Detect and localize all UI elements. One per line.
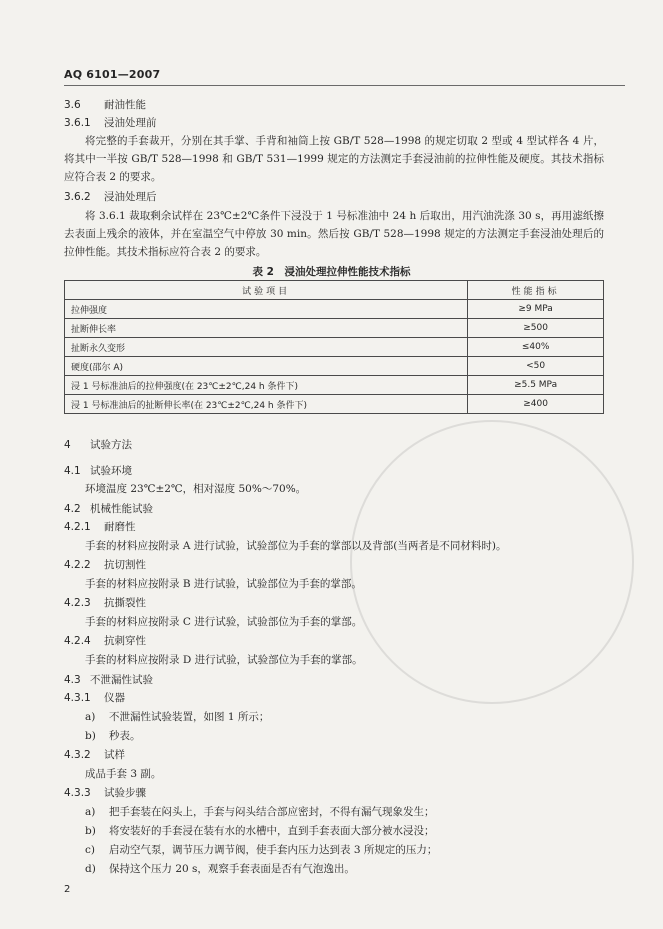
heading-4-2-2-title: 抗切割性 — [104, 559, 146, 571]
heading-4-3-3: 4.3.3 试验步骤 — [64, 787, 146, 799]
paragraph-4-2-1: 手套的材料应按附录 A 进行试验，试验部位为手套的掌部以及背部(当两者是不同材料时)。 — [85, 540, 507, 552]
table-row — [65, 338, 604, 357]
table-cell-value: ≥400 — [468, 395, 604, 414]
table-row — [65, 357, 604, 376]
table-cell-item: 扯断伸长率 — [65, 319, 468, 338]
heading-4-3-1-title: 仪器 — [104, 692, 125, 704]
table-cell-value: ≥500 — [468, 319, 604, 338]
list-item-4-3-3-d: d) 保持这个压力 20 s，观察手套表面是否有气泡逸出。 — [85, 863, 355, 875]
spec-table — [64, 280, 604, 414]
heading-4-2: 4.2 机械性能试验 — [64, 503, 153, 515]
heading-4-2-3-title: 抗撕裂性 — [104, 597, 146, 609]
paragraph-4-1: 环境温度 23℃±2℃，相对湿度 50%～70%。 — [85, 483, 307, 495]
table-cell-item: 扯断永久变形 — [65, 338, 468, 357]
heading-4-1-title: 试验环境 — [90, 465, 132, 477]
paragraph-4-2-4: 手套的材料应按附录 D 进行试验，试验部位为手套的掌部。 — [85, 654, 363, 666]
heading-3-6: 3.6 耐油性能 — [64, 99, 146, 111]
heading-4-3-title: 不泄漏性试验 — [90, 674, 153, 686]
list-item-4-3-3-a: a) 把手套装在闷头上，手套与闷头结合部应密封，不得有漏气现象发生； — [85, 806, 435, 818]
paragraph-3-6-2: 将 3.6.1 裁取剩余试样在 23℃±2℃条件下浸没于 1 号标准油中 24 h 后取出，用汽油洗涤 30 s，再用滤纸擦去表面上残余的液体，并在室温空气中停放 30 min。然后按 GB/T 528—1998 规定的方法测定手套浸油处理后的拉伸性能。其技术指标应符合表 2 的要求。 — [64, 210, 604, 258]
heading-4-title: 试验方法 — [90, 439, 132, 451]
table-cell-item: 硬度(邵尔 A) — [65, 357, 468, 376]
paragraph-3-6-1: 将完整的手套裁开，分别在其手掌、手背和袖筒上按 GB/T 528—1998 的规定切取 2 型或 4 型试样各 4 片，将其中一半按 GB/T 528—1998 和 GB/T 531—1999 规定的方法测定手套浸油前的拉伸性能及硬度。其技术指标应符合表 2 的要求。 — [64, 135, 604, 183]
heading-3-6-title: 耐油性能 — [104, 99, 146, 111]
table-caption: 表 2 浸油处理拉伸性能技术指标 — [252, 266, 411, 278]
table-cell-item: 浸 1 号标准油后的拉伸强度(在 23℃±2℃,24 h 条件下) — [65, 376, 468, 395]
heading-4-2-2: 4.2.2 抗切割性 — [64, 559, 146, 571]
heading-4-2-1: 4.2.1 耐磨性 — [64, 521, 136, 533]
table-header-value: 性能指标 — [468, 281, 604, 300]
heading-3-6-2: 3.6.2 浸油处理后 — [64, 191, 157, 203]
heading-4-3-2: 4.3.2 试样 — [64, 749, 125, 761]
heading-4-2-3: 4.2.3 抗撕裂性 — [64, 597, 146, 609]
heading-4-1: 4.1 试验环境 — [64, 465, 132, 477]
heading-4-3-2-title: 试样 — [104, 749, 125, 761]
header-rule — [64, 85, 625, 86]
table-row — [65, 395, 604, 414]
heading-4-3-1: 4.3.1 仪器 — [64, 692, 125, 704]
heading-4-3-3-title: 试验步骤 — [104, 787, 146, 799]
table-header-item: 试验项目 — [65, 281, 468, 300]
table-cell-value: ≥5.5 MPa — [468, 376, 604, 395]
heading-4-2-1-title: 耐磨性 — [104, 521, 136, 533]
heading-4-3: 4.3 不泄漏性试验 — [64, 674, 153, 686]
table-row — [65, 376, 604, 395]
paragraph-4-2-3: 手套的材料应按附录 C 进行试验，试验部位为手套的掌部。 — [85, 616, 363, 628]
table-cell-value: ≥9 MPa — [468, 300, 604, 319]
paragraph-4-2-2: 手套的材料应按附录 B 进行试验，试验部位为手套的掌部。 — [85, 578, 362, 590]
table-cell-item: 拉伸强度 — [65, 300, 468, 319]
list-item-4-3-1-a: a) 不泄漏性试验装置，如图 1 所示； — [85, 711, 270, 723]
list-item-4-3-3-b: b) 将安装好的手套浸在装有水的水槽中，直到手套表面大部分被水浸没； — [85, 825, 435, 837]
standard-code: AQ 6101—2007 — [64, 68, 161, 81]
table-row — [65, 300, 604, 319]
heading-3-6-1: 3.6.1 浸油处理前 — [64, 117, 157, 129]
list-item-4-3-1-b: b) 秒表。 — [85, 730, 141, 742]
heading-4-2-title: 机械性能试验 — [90, 503, 153, 515]
paragraph-4-3-2: 成品手套 3 副。 — [85, 768, 162, 780]
table-row — [65, 319, 604, 338]
heading-3-6-2-title: 浸油处理后 — [104, 191, 157, 203]
table-cell-value: <50 — [468, 357, 604, 376]
heading-4: 4 试验方法 — [64, 439, 132, 451]
heading-3-6-1-title: 浸油处理前 — [104, 117, 157, 129]
page-number: 2 — [64, 884, 71, 895]
list-item-4-3-3-c: c) 启动空气泵，调节压力调节阀，使手套内压力达到表 3 所规定的压力； — [85, 844, 438, 856]
heading-4-2-4: 4.2.4 抗刺穿性 — [64, 635, 146, 647]
table-header-row — [65, 281, 604, 300]
heading-4-2-4-title: 抗刺穿性 — [104, 635, 146, 647]
table-cell-item: 浸 1 号标准油后的扯断伸长率(在 23℃±2℃,24 h 条件下) — [65, 395, 468, 414]
table-cell-value: ≤40% — [468, 338, 604, 357]
